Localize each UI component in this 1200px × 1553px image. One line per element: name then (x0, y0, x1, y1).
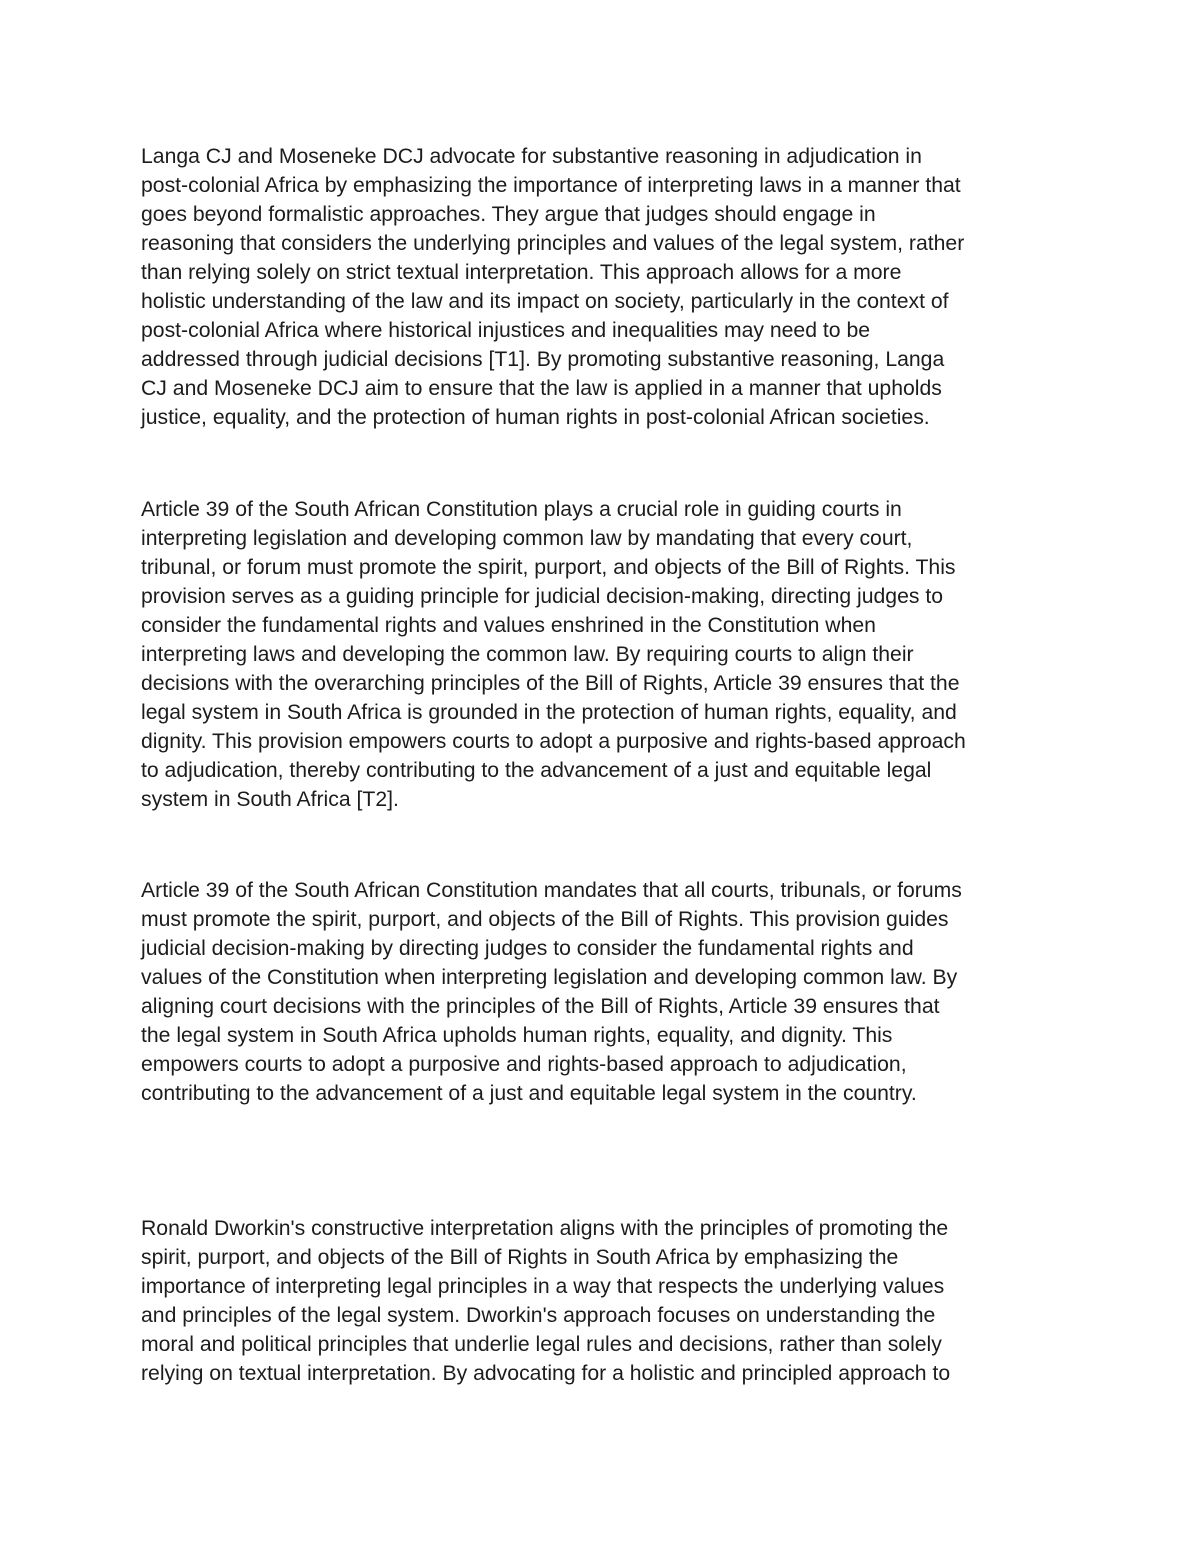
text-line: Langa CJ and Moseneke DCJ advocate for substantive reasoning in adjudication in (141, 145, 922, 168)
text-line: decisions with the overarching principles of the Bill of Rights, Article 39 ensures that the (141, 672, 960, 695)
text-line: legal system in South Africa is grounded in the protection of human rights, equality, and (141, 701, 957, 724)
text-line: holistic understanding of the law and its impact on society, particularly in the context of (141, 290, 949, 313)
text-line: aligning court decisions with the principles of the Bill of Rights, Article 39 ensures that (141, 995, 940, 1018)
text-line: tribunal, or forum must promote the spirit, purport, and objects of the Bill of Rights. This (141, 556, 956, 579)
text-line: relying on textual interpretation. By advocating for a holistic and principled approach to (141, 1362, 951, 1385)
text-line: contributing to the advancement of a just and equitable legal system in the country. (141, 1082, 917, 1105)
text-line: justice, equality, and the protection of human rights in post-colonial African societies. (141, 406, 930, 429)
text-line: Ronald Dworkin's constructive interpretation aligns with the principles of promoting the (141, 1217, 949, 1240)
text-line: spirit, purport, and objects of the Bill of Rights in South Africa by emphasizing the (141, 1246, 899, 1269)
text-line: importance of interpreting legal principles in a way that respects the underlying values (141, 1275, 945, 1298)
text-line: the legal system in South Africa upholds human rights, equality, and dignity. This (141, 1024, 893, 1047)
text-line: interpreting legislation and developing common law by mandating that every court, (141, 527, 913, 550)
text-line: empowers courts to adopt a purposive and rights-based approach to adjudication, (141, 1053, 907, 1076)
text-line: Article 39 of the South African Constitution mandates that all courts, tribunals, or forums (141, 879, 962, 902)
text-line: moral and political principles that underlie legal rules and decisions, rather than solely (141, 1333, 942, 1356)
text-line: reasoning that considers the underlying principles and values of the legal system, rather (141, 232, 965, 255)
text-line: judicial decision-making by directing judges to consider the fundamental rights and (141, 937, 914, 960)
text-line: CJ and Moseneke DCJ aim to ensure that the law is applied in a manner that upholds (141, 377, 942, 400)
text-line: addressed through judicial decisions [T1]. By promoting substantive reasoning, Langa (141, 348, 945, 371)
text-line: Article 39 of the South African Constitution plays a crucial role in guiding courts in (141, 498, 902, 521)
text-line: interpreting laws and developing the common law. By requiring courts to align their (141, 643, 914, 666)
text-line: post-colonial Africa by emphasizing the importance of interpreting laws in a manner that (141, 174, 961, 197)
text-line: post-colonial Africa where historical injustices and inequalities may need to be (141, 319, 871, 342)
text-line: values of the Constitution when interpreting legislation and developing common law. By (141, 966, 958, 989)
text-line: goes beyond formalistic approaches. They argue that judges should engage in (141, 203, 876, 226)
text-line: than relying solely on strict textual interpretation. This approach allows for a more (141, 261, 902, 284)
text-line: dignity. This provision empowers courts to adopt a purposive and rights-based approach (141, 730, 966, 753)
text-line: and principles of the legal system. Dworkin's approach focuses on understanding the (141, 1304, 936, 1327)
text-line: provision serves as a guiding principle for judicial decision-making, directing judges to (141, 585, 944, 608)
text-line: consider the fundamental rights and values enshrined in the Constitution when (141, 614, 876, 637)
text-line: system in South Africa [T2]. (141, 788, 399, 811)
text-line: to adjudication, thereby contributing to the advancement of a just and equitable legal (141, 759, 932, 782)
text-line: must promote the spirit, purport, and objects of the Bill of Rights. This provision guides (141, 908, 949, 931)
